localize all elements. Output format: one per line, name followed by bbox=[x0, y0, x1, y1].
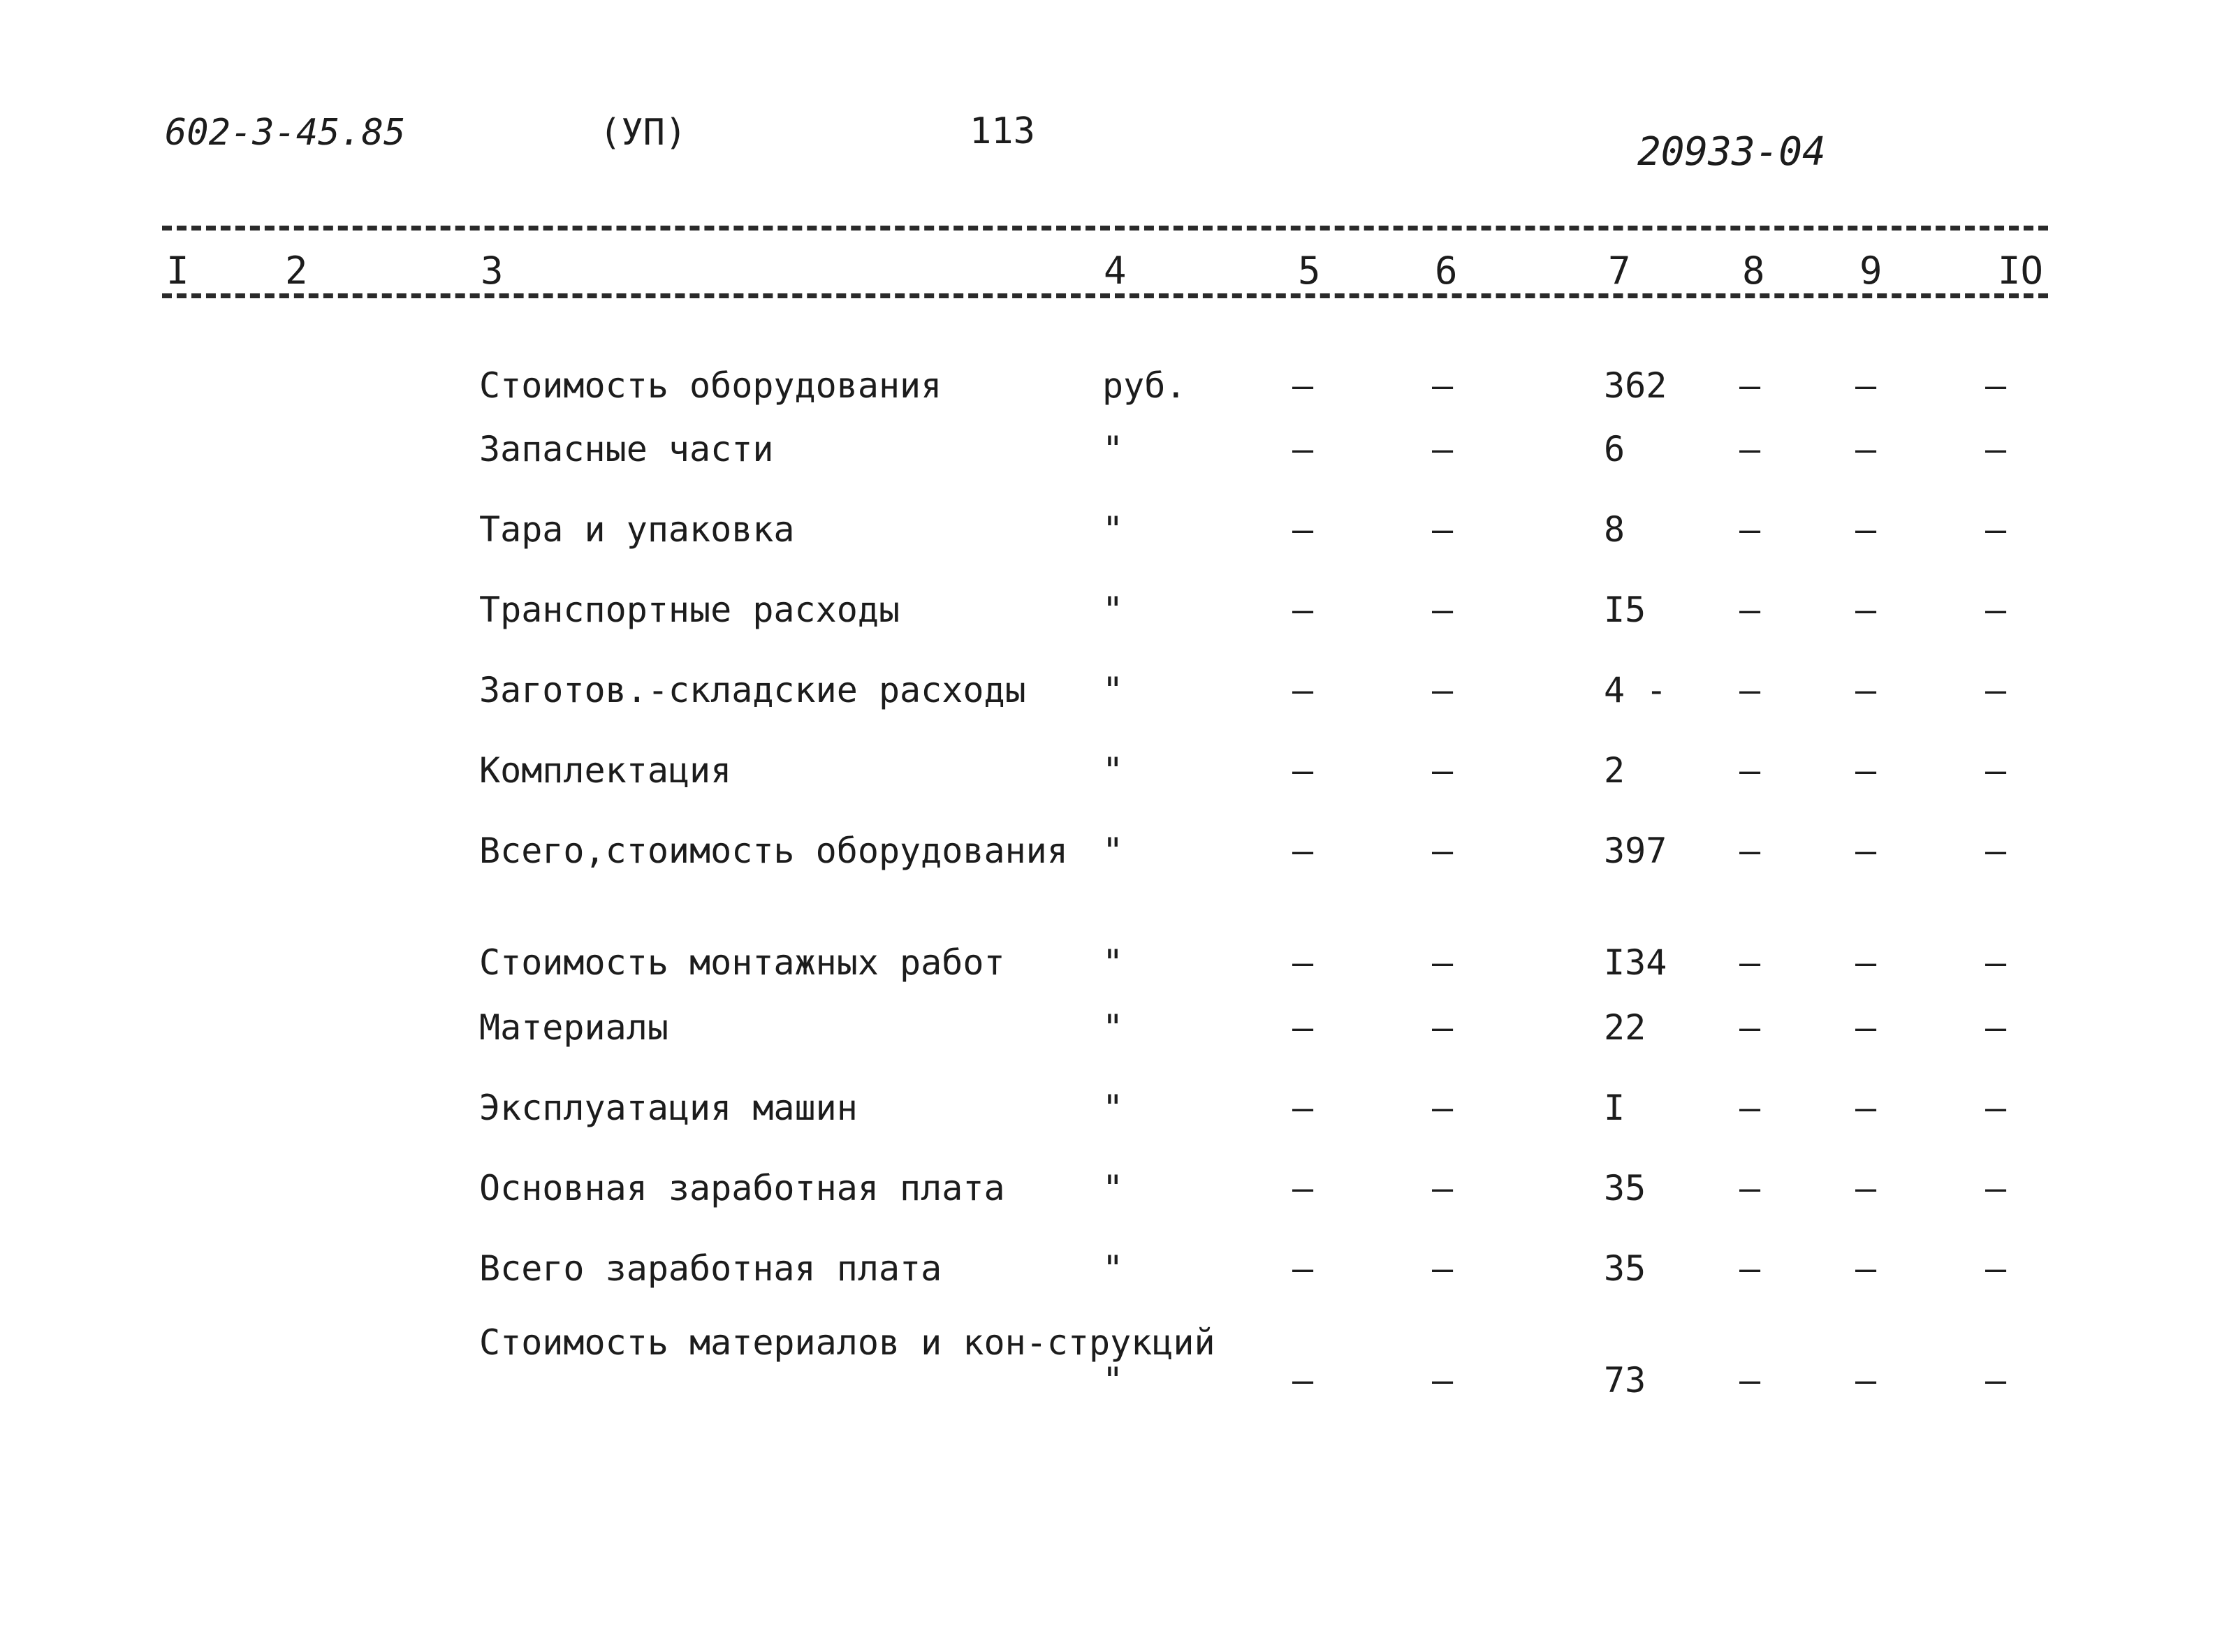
row-col6: – bbox=[1432, 1088, 1454, 1128]
row-col9: – bbox=[1855, 942, 1877, 983]
row-col6: – bbox=[1432, 1168, 1454, 1208]
row-unit: " bbox=[1102, 1248, 1124, 1289]
row-col5: – bbox=[1292, 1168, 1314, 1208]
row-col8: – bbox=[1739, 750, 1761, 791]
document-mark: (УП) bbox=[599, 112, 687, 154]
document-code: 602-3-45.85 bbox=[165, 112, 406, 154]
row-col10: – bbox=[1985, 670, 2007, 710]
row-col8: – bbox=[1739, 1168, 1761, 1208]
row-name: Эксплуатация машин bbox=[479, 1088, 858, 1128]
row-unit: " bbox=[1102, 509, 1124, 550]
row-name: Всего заработная плата bbox=[479, 1248, 942, 1289]
row-col8: – bbox=[1739, 1360, 1761, 1401]
column-number: 3 bbox=[481, 249, 504, 293]
row-unit: " bbox=[1102, 942, 1124, 983]
row-unit: " bbox=[1102, 1088, 1124, 1128]
row-value: 22 bbox=[1604, 1007, 1646, 1048]
row-col6: – bbox=[1432, 590, 1454, 630]
row-col5: – bbox=[1292, 1007, 1314, 1048]
row-col10: – bbox=[1985, 1360, 2007, 1401]
row-name: Стоимость монтажных работ bbox=[479, 942, 1005, 983]
row-col10: – bbox=[1985, 509, 2007, 550]
row-col9: – bbox=[1855, 1007, 1877, 1048]
row-col9: – bbox=[1855, 429, 1877, 469]
row-value: 4 - bbox=[1604, 670, 1667, 710]
row-value: 362 bbox=[1604, 365, 1667, 406]
row-name: Запасные части bbox=[479, 429, 774, 469]
row-name: Всего,стоимость оборудования bbox=[479, 831, 1068, 871]
row-col5: – bbox=[1292, 1088, 1314, 1128]
row-col5: – bbox=[1292, 750, 1314, 791]
column-number: 8 bbox=[1742, 249, 1765, 293]
row-col5: – bbox=[1292, 429, 1314, 469]
row-col9: – bbox=[1855, 509, 1877, 550]
row-unit: " bbox=[1102, 1007, 1124, 1048]
row-col6: – bbox=[1432, 942, 1454, 983]
row-col9: – bbox=[1855, 365, 1877, 406]
column-number: 5 bbox=[1298, 249, 1321, 293]
row-col9: – bbox=[1855, 670, 1877, 710]
row-col9: – bbox=[1855, 750, 1877, 791]
row-value: I5 bbox=[1604, 590, 1646, 630]
row-value: 8 bbox=[1604, 509, 1625, 550]
column-number: 7 bbox=[1608, 249, 1631, 293]
row-col5: – bbox=[1292, 509, 1314, 550]
row-value: 2 bbox=[1604, 750, 1625, 791]
row-col10: – bbox=[1985, 942, 2007, 983]
row-col8: – bbox=[1739, 429, 1761, 469]
row-col9: – bbox=[1855, 1360, 1877, 1401]
row-name: Транспортные расходы bbox=[479, 590, 900, 630]
row-unit: " bbox=[1102, 750, 1124, 791]
row-value: I bbox=[1604, 1088, 1625, 1128]
row-col5: – bbox=[1292, 1360, 1314, 1401]
page-number: 113 bbox=[970, 110, 1035, 152]
row-unit: " bbox=[1102, 1360, 1124, 1401]
document-number: 20933-04 bbox=[1637, 129, 1826, 175]
row-col8: – bbox=[1739, 1007, 1761, 1048]
row-unit: руб. bbox=[1102, 365, 1187, 406]
row-col10: – bbox=[1985, 365, 2007, 406]
row-name: Стоимость материалов и кон-струкций bbox=[479, 1322, 1215, 1363]
top-dashed-rule bbox=[162, 226, 2048, 231]
row-col8: – bbox=[1739, 590, 1761, 630]
row-col6: – bbox=[1432, 750, 1454, 791]
column-number: 6 bbox=[1435, 249, 1458, 293]
row-col6: – bbox=[1432, 429, 1454, 469]
row-name: Стоимость оборудования bbox=[479, 365, 942, 406]
row-value: 35 bbox=[1604, 1168, 1646, 1208]
row-unit: " bbox=[1102, 590, 1124, 630]
row-col10: – bbox=[1985, 1168, 2007, 1208]
row-col8: – bbox=[1739, 670, 1761, 710]
row-col9: – bbox=[1855, 590, 1877, 630]
row-name: Основная заработная плата bbox=[479, 1168, 1005, 1208]
row-col5: – bbox=[1292, 942, 1314, 983]
row-col9: – bbox=[1855, 831, 1877, 871]
row-col10: – bbox=[1985, 590, 2007, 630]
row-name: Заготов.-складские расходы bbox=[479, 670, 1026, 710]
row-value: 73 bbox=[1604, 1360, 1646, 1401]
row-col6: – bbox=[1432, 670, 1454, 710]
row-col10: – bbox=[1985, 750, 2007, 791]
row-col6: – bbox=[1432, 1007, 1454, 1048]
row-col9: – bbox=[1855, 1088, 1877, 1128]
column-number: IO bbox=[1998, 249, 2044, 293]
row-unit: " bbox=[1102, 831, 1124, 871]
row-name: Тара и упаковка bbox=[479, 509, 795, 550]
row-col6: – bbox=[1432, 1360, 1454, 1401]
row-name: Комплектация bbox=[479, 750, 732, 791]
row-unit: " bbox=[1102, 670, 1124, 710]
row-col10: – bbox=[1985, 1248, 2007, 1289]
row-col8: – bbox=[1739, 1248, 1761, 1289]
column-number: 9 bbox=[1859, 249, 1883, 293]
row-col8: – bbox=[1739, 1088, 1761, 1128]
column-number: 2 bbox=[285, 249, 308, 293]
column-number: I bbox=[166, 249, 189, 293]
row-value: I34 bbox=[1604, 942, 1667, 983]
row-col8: – bbox=[1739, 942, 1761, 983]
row-value: 397 bbox=[1604, 831, 1667, 871]
row-col6: – bbox=[1432, 831, 1454, 871]
row-col6: – bbox=[1432, 1248, 1454, 1289]
row-col8: – bbox=[1739, 509, 1761, 550]
column-number: 4 bbox=[1104, 249, 1127, 293]
row-col6: – bbox=[1432, 365, 1454, 406]
row-col9: – bbox=[1855, 1168, 1877, 1208]
row-col8: – bbox=[1739, 365, 1761, 406]
row-value: 6 bbox=[1604, 429, 1625, 469]
row-name: Материалы bbox=[479, 1007, 668, 1048]
row-col5: – bbox=[1292, 1248, 1314, 1289]
row-unit: " bbox=[1102, 1168, 1124, 1208]
row-col5: – bbox=[1292, 831, 1314, 871]
row-col5: – bbox=[1292, 365, 1314, 406]
row-col10: – bbox=[1985, 429, 2007, 469]
row-col6: – bbox=[1432, 509, 1454, 550]
row-col10: – bbox=[1985, 1007, 2007, 1048]
row-value: 35 bbox=[1604, 1248, 1646, 1289]
row-col5: – bbox=[1292, 590, 1314, 630]
row-col10: – bbox=[1985, 831, 2007, 871]
row-col5: – bbox=[1292, 670, 1314, 710]
row-col8: – bbox=[1739, 831, 1761, 871]
bottom-dashed-rule bbox=[162, 293, 2048, 298]
row-col10: – bbox=[1985, 1088, 2007, 1128]
row-col9: – bbox=[1855, 1248, 1877, 1289]
row-unit: " bbox=[1102, 429, 1124, 469]
